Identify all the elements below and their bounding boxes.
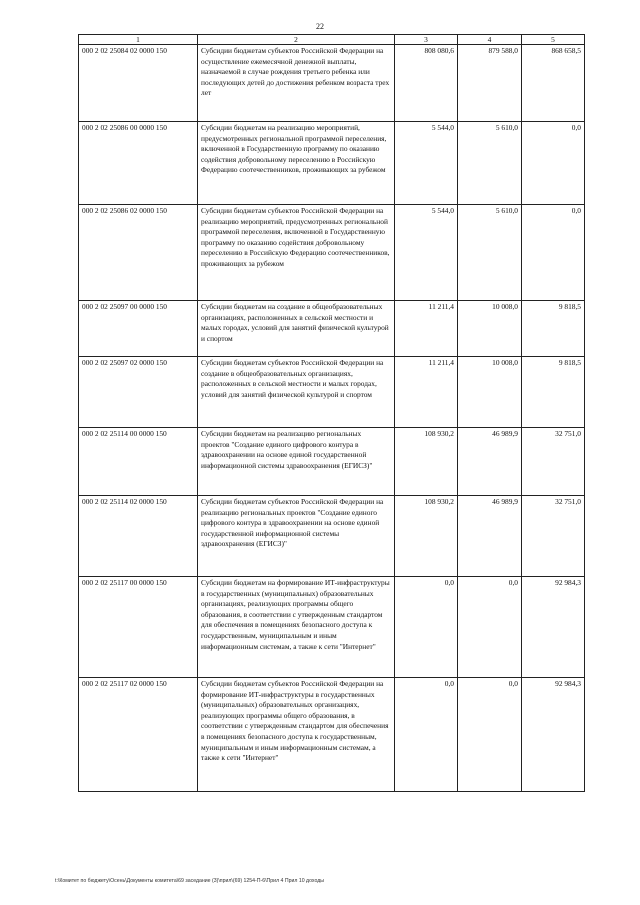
value-col-3: 808 080,6 [395, 45, 458, 122]
value-col-4: 0,0 [458, 577, 522, 678]
value-col-3: 0,0 [395, 577, 458, 678]
page-number: 22 [316, 22, 324, 31]
table-row [79, 301, 585, 357]
value-col-5: 32 751,0 [522, 428, 585, 496]
value-col-4: 46 989,9 [458, 428, 522, 496]
item-name: Субсидии бюджетам субъектов Российской Федерации на формирование ИТ-инфраструктуры в государственных (муниципальных) образовательных организациях, реализующих программы общего образования, в соответствии с утвержденным стандартом для обеспечения в помещениях безопасного доступа к государственным, муниципальным и иным информационным системам, а также к сети "Интернет" [198, 678, 395, 792]
table-row [79, 678, 585, 792]
table-row [79, 122, 585, 205]
table-row [79, 357, 585, 428]
item-name: Субсидии бюджетам на создание в общеобразовательных организациях, расположенных в сельской местности и малых городах, условий для занятий физической культурой и спортом [198, 301, 395, 357]
item-name: Субсидии бюджетам субъектов Российской Федерации на осуществление ежемесячной денежной выплаты, назначаемой в случае рождения третьего ребенка или последующих детей до достижения ребенком возраста трех лет [198, 45, 395, 122]
table-row [79, 205, 585, 301]
table-row [79, 577, 585, 678]
value-col-4: 879 588,0 [458, 45, 522, 122]
column-header-5: 5 [522, 35, 585, 45]
value-col-3: 0,0 [395, 678, 458, 792]
value-col-4: 5 610,0 [458, 122, 522, 205]
item-name: Субсидии бюджетам субъектов Российской Федерации на реализацию региональных проектов "Создание единого цифрового контура в здравоохранении на основе единой государственной информационной системы здравоохранения (ЕГИСЗ)" [198, 496, 395, 577]
value-col-3: 108 930,2 [395, 428, 458, 496]
column-header-3: 3 [395, 35, 458, 45]
value-col-4: 5 610,0 [458, 205, 522, 301]
item-name: Субсидии бюджетам на формирование ИТ-инфраструктуры в государственных (муниципальных) образовательных организациях, реализующих программы общего образования, в соответствии с утвержденным стандартом для обеспечения в помещениях безопасного доступа к государственным, муниципальным и иным информационным системам, а также к сети "Интернет" [198, 577, 395, 678]
value-col-5: 92 984,3 [522, 577, 585, 678]
item-name: Субсидии бюджетам субъектов Российской Федерации на создание в общеобразовательных организациях, расположенных в сельской местности и малых городах, условий для занятий физической культурой и спортом [198, 357, 395, 428]
value-col-3: 11 211,4 [395, 357, 458, 428]
value-col-5: 32 751,0 [522, 496, 585, 577]
budget-code: 000 2 02 25117 02 0000 150 [79, 678, 198, 792]
budget-code: 000 2 02 25117 00 0000 150 [79, 577, 198, 678]
file-path-footer: t:\Комитет по бюджету\Осень\Документы комитета\69 заседание (3)\прил\(69) 1254-П-6\Прил 4 Прил 10 доходы [55, 878, 324, 884]
value-col-5: 9 818,5 [522, 301, 585, 357]
budget-code: 000 2 02 25097 00 0000 150 [79, 301, 198, 357]
value-col-3: 5 544,0 [395, 122, 458, 205]
item-name: Субсидии бюджетам на реализацию региональных проектов "Создание единого цифрового контура в здравоохранении на основе единой государственной информационной системы здравоохранения (ЕГИСЗ)" [198, 428, 395, 496]
value-col-4: 0,0 [458, 678, 522, 792]
budget-code: 000 2 02 25114 02 0000 150 [79, 496, 198, 577]
value-col-5: 9 818,5 [522, 357, 585, 428]
table-row [79, 496, 585, 577]
value-col-3: 11 211,4 [395, 301, 458, 357]
budget-code: 000 2 02 25097 02 0000 150 [79, 357, 198, 428]
value-col-5: 0,0 [522, 205, 585, 301]
table-row [79, 45, 585, 122]
column-header-2: 2 [198, 35, 395, 45]
table-row [79, 428, 585, 496]
value-col-3: 108 930,2 [395, 496, 458, 577]
budget-code: 000 2 02 25084 02 0000 150 [79, 45, 198, 122]
column-header-1: 1 [79, 35, 198, 45]
item-name: Субсидии бюджетам субъектов Российской Федерации на реализацию мероприятий, предусмотренных региональной программой переселения, включенной в Государственную программу по оказанию содействия добровольному переселению в Российскую Федерацию соотечественников, проживающих за рубежом [198, 205, 395, 301]
item-name: Субсидии бюджетам на реализацию мероприятий, предусмотренных региональной программой переселения, включенной в Государственную программу по оказанию содействия добровольному переселению в Российскую Федерацию соотечественников, проживающих за рубежом [198, 122, 395, 205]
revenue-table [78, 34, 585, 792]
value-col-5: 868 658,5 [522, 45, 585, 122]
value-col-5: 0,0 [522, 122, 585, 205]
value-col-3: 5 544,0 [395, 205, 458, 301]
value-col-4: 46 989,9 [458, 496, 522, 577]
column-header-4: 4 [458, 35, 522, 45]
budget-code: 000 2 02 25086 02 0000 150 [79, 205, 198, 301]
value-col-4: 10 008,0 [458, 357, 522, 428]
header-row [79, 35, 585, 45]
budget-code: 000 2 02 25086 00 0000 150 [79, 122, 198, 205]
value-col-5: 92 984,3 [522, 678, 585, 792]
budget-code: 000 2 02 25114 00 0000 150 [79, 428, 198, 496]
value-col-4: 10 008,0 [458, 301, 522, 357]
